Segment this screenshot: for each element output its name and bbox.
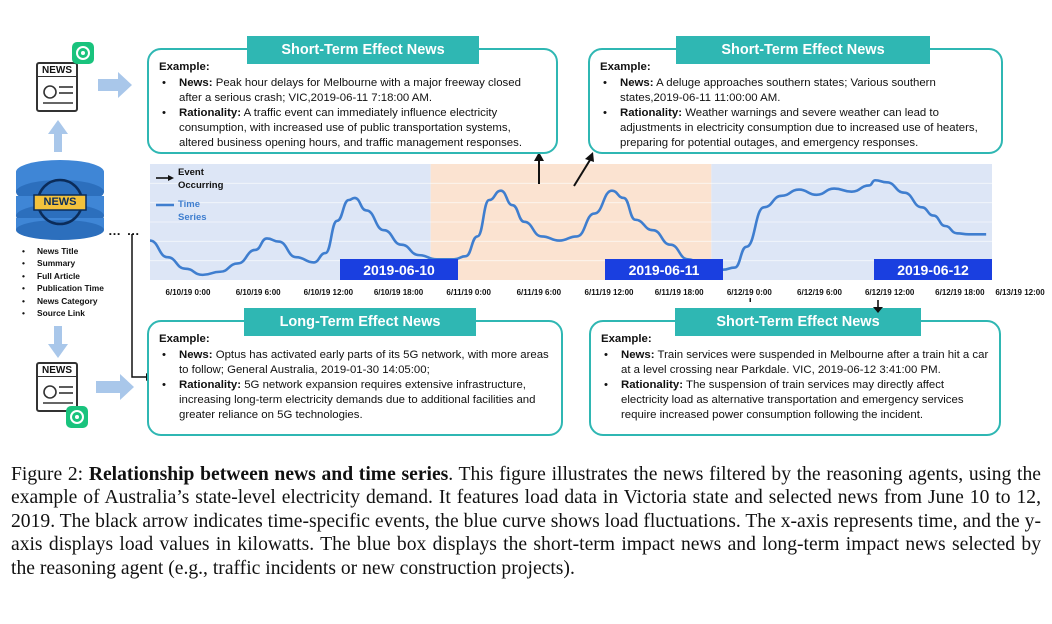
x-tick-label: 6/12/19 0:00 [726,288,772,297]
x-tick-label: 6/12/19 6:00 [797,288,842,297]
right-arrow-icon [96,70,136,100]
chatgpt-icon [72,42,94,64]
x-tick-label: 6/10/19 18:00 [373,288,424,297]
news-icon-label: NEWS [38,64,76,77]
x-tick-label: 6/10/19 12:00 [303,288,354,297]
news-key: News: [179,77,213,89]
attribute-item: • Publication Time [22,282,104,294]
rationality-key: Rationality: [179,107,242,119]
down-arrow-icon [46,324,70,360]
news-box-short-term-3 [589,314,1001,436]
attribute-item: • News Category [22,295,104,307]
rationality-text: 5G network expansion requires extensive infrastructure, increasing long-term electricity demands due to additional facilities and greater reliance on 5G technologies. [179,379,536,421]
x-tick-label: 6/10/19 0:00 [165,288,211,297]
rationality-text: The suspension of train services may directly affect electricity load as alternative transportation and emergency services require increased power consumption following the incident. [621,379,964,421]
chatgpt-icon [66,406,88,428]
example-label: Example: [600,61,651,73]
event-arrow-down-icon [868,300,888,314]
legend-series-label: Time [178,199,201,210]
legend-event-label: Occurring [178,180,224,191]
attribute-item: • News Title [22,245,104,257]
rationality-key: Rationality: [179,379,242,391]
news-attribute-list [22,245,104,319]
rationality-key: Rationality: [620,107,683,119]
up-arrow-icon [46,118,70,154]
example-label: Example: [159,333,210,345]
news-doc-lines-icon [39,78,77,112]
news-box-short-term-2 [588,42,1003,154]
attribute-item: • Full Article [22,270,104,282]
example-label: Example: [159,61,210,73]
event-arrows-top [532,150,612,190]
news-key: News: [621,349,655,361]
legend-event-label: Event [178,167,204,178]
rationality-item [159,378,551,423]
news-document-icon [36,362,78,412]
x-tick-label: 6/12/19 12:00 [864,288,915,297]
attribute-item: • Source Link [22,307,104,319]
rationality-item [600,106,991,151]
news-box-short-term-1 [147,42,558,154]
day-label-text: 2019-06-11 [628,262,700,278]
rationality-item [601,378,989,423]
x-tick-label: 6/10/19 6:00 [235,288,281,297]
x-tick-label: 6/11/19 0:00 [446,288,491,297]
news-icon-label: NEWS [38,364,76,377]
news-item [600,76,991,106]
box-tag: Short-Term Effect News [675,308,921,336]
legend-series-label: Series [178,212,207,223]
news-key: News: [620,77,654,89]
news-text: Peak hour delays for Melbourne with a major freeway closed after a serious crash; VIC,2019-06-11 7:18:00 AM. [179,77,521,104]
day-label-text: 2019-06-10 [363,262,435,278]
x-tick-label: 6/11/19 6:00 [516,288,562,297]
x-tick-label: 6/11/19 12:00 [584,288,634,297]
news-item [159,348,551,378]
box-tag: Short-Term Effect News [676,36,930,64]
news-text: Optus has activated early parts of its 5G network, with more areas to follow; General Australia, 2019-01-30 14:05:00; [179,349,549,376]
x-tick-label: 6/11/19 18:00 [654,288,704,297]
example-label: Example: [601,333,652,345]
caption-prefix: Figure 2: [11,464,89,485]
news-text: A deluge approaches southern states; Various southern states,2019-06-11 11:00:00 AM. [620,77,936,104]
x-tick-label: 6/13/19 12:00 [995,288,1045,297]
figure-caption [11,463,1041,580]
rationality-item [159,106,546,151]
ellipsis-dots: … … [108,223,141,238]
news-box-long-term [147,314,563,436]
day-label-text: 2019-06-12 [897,262,969,278]
news-text: Train services were suspended in Melbourne after a train hit a car at a level crossing near Parkdale. VIC, 2019-06-12 3:41:00 PM. [621,349,989,376]
news-item [601,348,989,378]
rationality-text: Weather warnings and severe weather can lead to adjustments in electricity consumption due to increased use of heaters, preparing for potential outages, and emergency responses. [620,107,978,149]
rationality-text: A traffic event can immediately influence electricity consumption, with increased use of public transportation systems, altered business opening hours, and traffic management responses. [179,107,522,149]
right-arrow-icon [94,372,138,402]
caption-body: . This figure illustrates the news filtered by the reasoning agents, using the example of Australia’s state-level electricity demand. It features load data in Victoria state and selected news from June 10 to 12, 2019. The black arrow indicates time-specific events, the blue curve shows load fluctuations. The x-axis represents time, and the y-axis displays load values in kilowatts. The blue box displays the short-term impact news and long-term impact news selected by the reasoning agent (e.g., traffic incidents or new construction projects). [11,464,1041,579]
database-label: NEWS [43,196,77,208]
caption-title: Relationship between news and time series [88,464,449,485]
x-tick-label: 6/12/19 18:00 [935,288,985,297]
attribute-item: • Summary [22,257,104,269]
box-tag: Short-Term Effect News [247,36,479,64]
news-key: News: [179,349,213,361]
box-tag: Long-Term Effect News [244,308,476,336]
news-item [159,76,546,106]
rationality-key: Rationality: [621,379,684,391]
news-document-icon [36,62,78,112]
